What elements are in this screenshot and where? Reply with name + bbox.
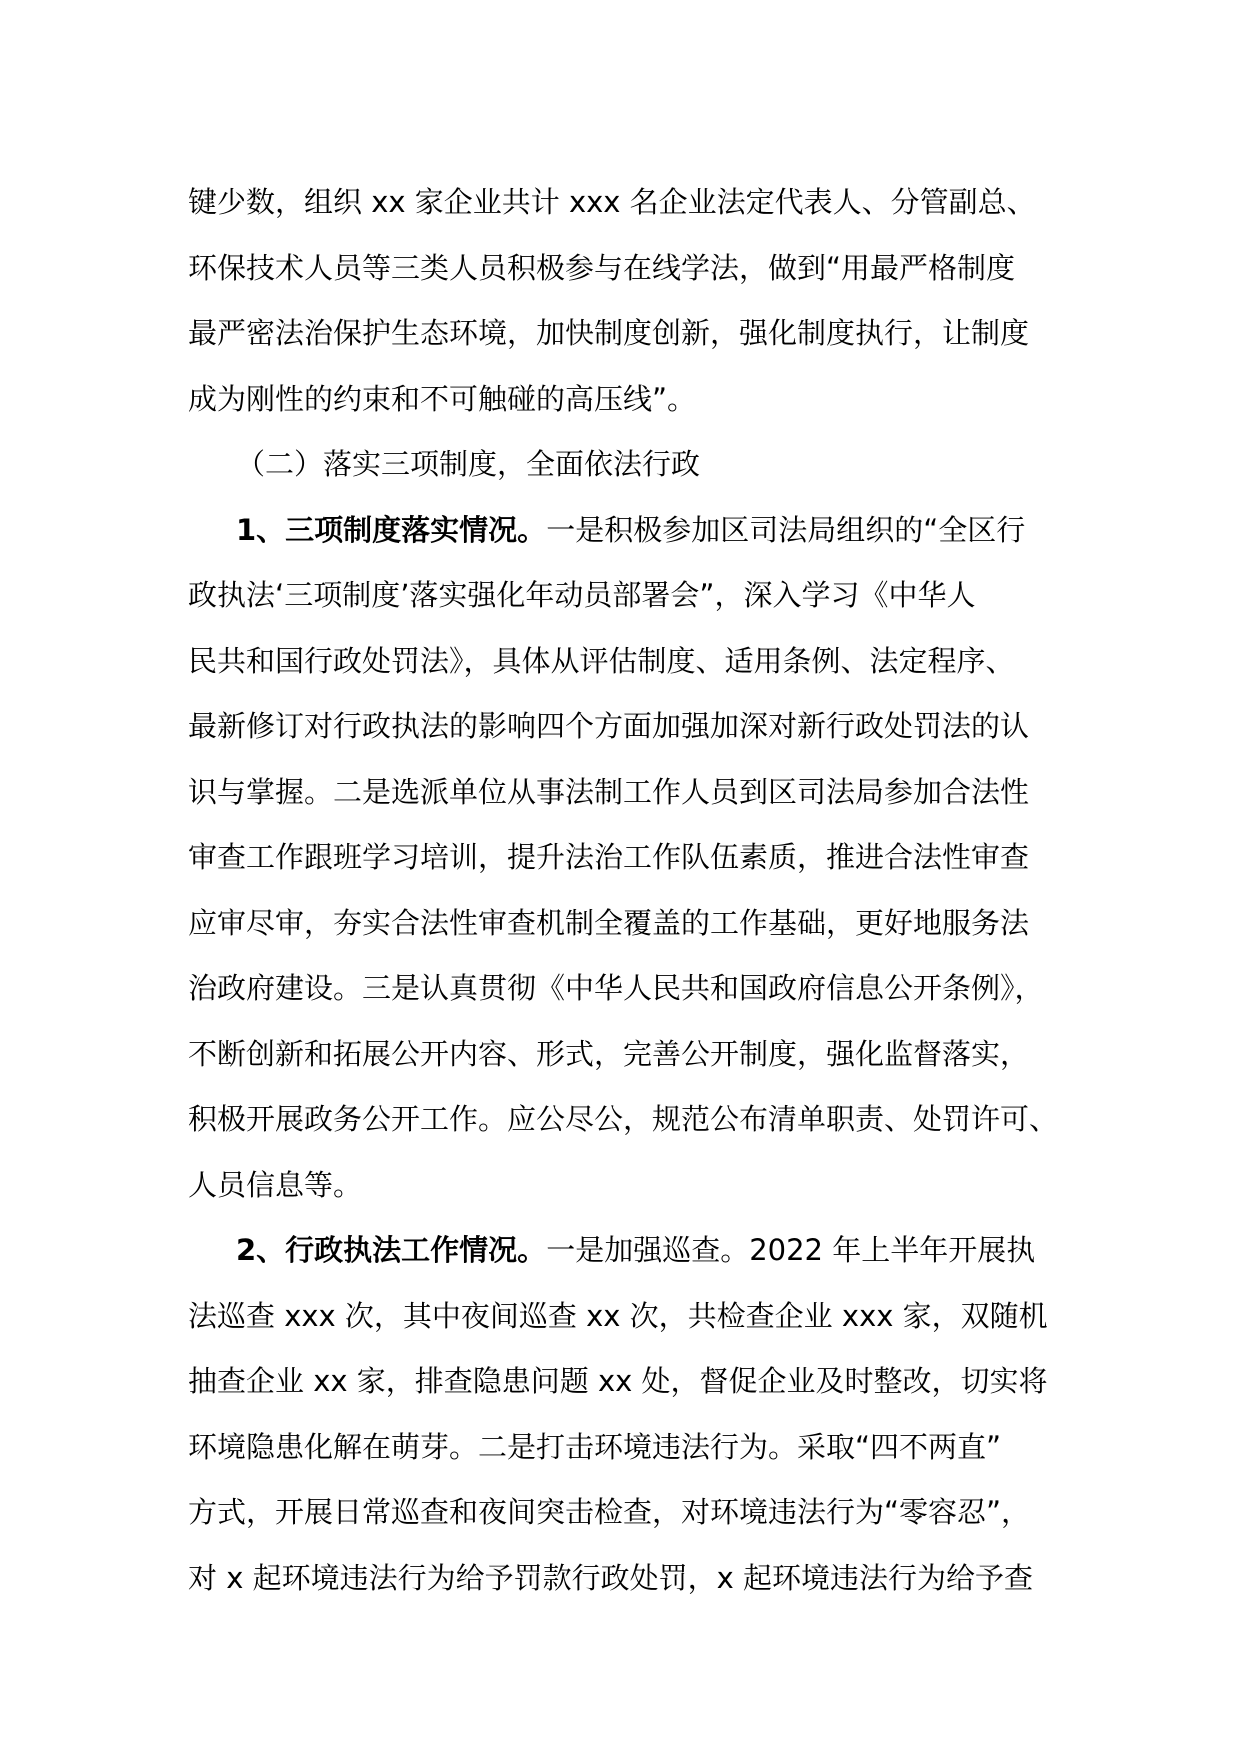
section-2-lead-text: 一是加强巡查。2022 年上半年开展执 xyxy=(546,1233,1036,1267)
section-2-first-line xyxy=(188,1218,1068,1284)
body-line: 审查工作跟班学习培训，提升法治工作队伍素质，推进合法性审查 xyxy=(188,840,1030,874)
body-line: 最新修订对行政执法的影响四个方面加强加深对新行政处罚法的认 xyxy=(188,709,1030,743)
body-line: 对 x 起环境违法行为给予罚款行政处罚，x 起环境违法行为给予查 xyxy=(188,1560,1033,1595)
section-2-heading: 2、行政执法工作情况。 xyxy=(236,1233,547,1267)
body-line: 治政府建设。三是认真贯彻《中华人民共和国政府信息公开条例》， xyxy=(188,971,1044,1005)
section-subheading: （二）落实三项制度，全面依法行政 xyxy=(236,447,701,481)
body-line: 识与掌握。二是选派单位从事法制工作人员到区司法局参加合法性 xyxy=(188,774,1030,809)
section-1-lead-text: 一是积极参加区司法局组织的“全区行 xyxy=(546,512,1026,547)
body-line: 积极开展政务公开工作。应公尽公，规范公布清单职责、处罚许可、 xyxy=(188,1102,1059,1136)
section-1-first-line xyxy=(188,498,1068,564)
body-line: 政执法‘三项制度’落实强化年动员部署会”，深入学习《中华人 xyxy=(188,578,976,612)
body-line: 最严密法治保护生态环境，加快制度创新，强化制度执行，让制度 xyxy=(188,316,1030,350)
body-line: 成为刚性的约束和不可触碰的高压线”。 xyxy=(188,381,697,416)
body-line: 不断创新和拓展公开内容、形式，完善公开制度，强化监督落实， xyxy=(188,1036,1030,1071)
body-line: 应审尽审，夯实合法性审查机制全覆盖的工作基础，更好地服务法 xyxy=(188,905,1030,940)
body-line: 人员信息等。 xyxy=(188,1167,363,1202)
document-body xyxy=(188,170,1068,1611)
body-line: 抽查企业 xx 家，排查隐患问题 xx 处，督促企业及时整改，切实将 xyxy=(188,1364,1048,1398)
body-line: 方式，开展日常巡查和夜间突击检查，对环境违法行为“零容忍”， xyxy=(188,1495,1031,1529)
body-line: 环保技术人员等三类人员积极参与在线学法，做到“用最严格制度 xyxy=(188,250,1016,285)
body-line: 键少数，组织 xx 家企业共计 xxx 名企业法定代表人、分管副总、 xyxy=(188,185,1036,219)
body-line: 民共和国行政处罚法》，具体从评估制度、适用条例、法定程序、 xyxy=(188,643,1015,678)
section-1-heading: 1、三项制度落实情况。 xyxy=(236,512,547,547)
body-line: 环境隐患化解在萌芽。二是打击环境违法行为。采取“四不两直” xyxy=(188,1429,1002,1464)
body-line: 法巡查 xxx 次，其中夜间巡查 xx 次，共检查企业 xxx 家，双随机 xyxy=(188,1298,1048,1333)
